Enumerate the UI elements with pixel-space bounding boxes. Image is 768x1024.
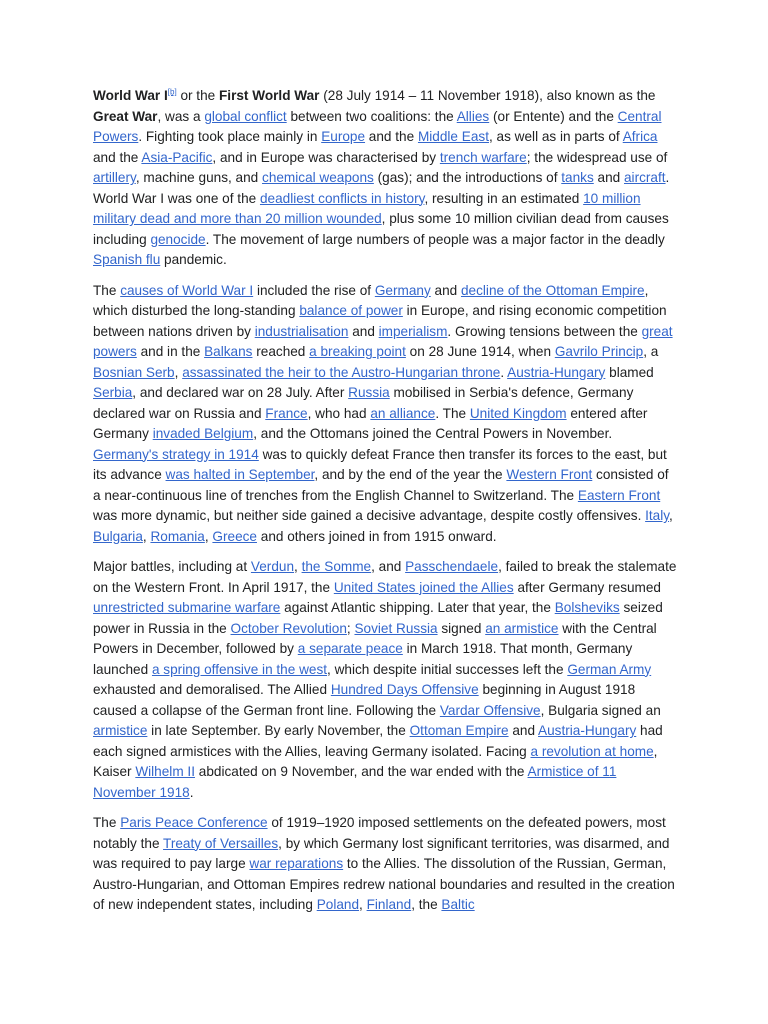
body-text: The [93, 815, 121, 830]
body-text: and the [93, 149, 142, 165]
article-link[interactable]: Germany's strategy in 1914 [93, 446, 259, 462]
article-link[interactable]: a revolution at home [530, 743, 654, 759]
article-link[interactable]: decline of the Ottoman Empire [460, 282, 645, 298]
article-link[interactable]: Ottoman Empire [409, 723, 509, 738]
body-text: signed [437, 620, 486, 636]
body-text: . World War I was one of the [93, 170, 670, 206]
article-link[interactable]: Gavrilo Princip [554, 344, 644, 359]
body-text: , [294, 559, 302, 574]
article-link[interactable]: imperialism [378, 323, 448, 339]
article-link[interactable]: Balkans [204, 344, 253, 359]
body-text: (gas); and the introductions of [373, 170, 562, 185]
body-text: was to quickly defeat France then transfer its forces to the east, but its advance [93, 446, 667, 482]
body-text: . The movement of large numbers of people was a major factor in the deadly [205, 231, 665, 247]
body-text: , [359, 897, 367, 912]
article-link[interactable]: Western Front [506, 467, 593, 482]
footnote-ref [168, 87, 177, 96]
article-link[interactable]: aircraft [624, 170, 666, 185]
body-text: , which disturbed the long-standing [93, 282, 649, 318]
body-text: was more dynamic, but neither side gained a decisive advantage, despite costly offensives. [93, 508, 646, 523]
article-link[interactable]: causes of World War I [120, 282, 254, 298]
body-text: . Growing tensions between the [447, 323, 642, 339]
body-text: , resulting in an estimated [424, 190, 584, 206]
body-text: (or Entente) and the [489, 108, 618, 124]
body-text: , which despite initial successes left the [327, 661, 568, 677]
body-text: mobilised in Serbia's defence, Germany declared war on Russia and [93, 385, 634, 421]
article-link[interactable]: Serbia [93, 385, 133, 400]
article-link[interactable]: armistice [93, 723, 148, 738]
article-link[interactable]: Middle East [417, 129, 489, 144]
article-link[interactable]: Asia-Pacific [141, 149, 213, 165]
article-link[interactable]: genocide [150, 231, 206, 247]
article-link[interactable]: Poland [316, 897, 360, 912]
article-link[interactable]: balance of power [299, 303, 403, 318]
article-link[interactable]: Finland [366, 897, 412, 912]
article-link[interactable]: global conflict [204, 108, 287, 124]
body-text: had each signed armistices with the Allies, leaving Germany isolated. Facing [93, 723, 663, 759]
body-text: , [142, 528, 151, 544]
body-text: ; the widespread use of [526, 149, 668, 165]
body-text: between two coalitions: the [286, 108, 457, 124]
body-text: . The [435, 405, 470, 421]
body-text: , plus some 10 million civilian dead from causes including [93, 211, 669, 247]
body-text: , [669, 508, 673, 523]
body-text: , [174, 364, 183, 380]
article-link[interactable]: Austria-Hungary [507, 364, 606, 380]
article-link[interactable]: a separate peace [297, 641, 403, 656]
article-link[interactable]: Italy [645, 508, 670, 523]
body-text: , who had [307, 405, 371, 421]
article-link[interactable]: Paris Peace Conference [120, 815, 268, 830]
article-link[interactable]: Bulgaria [93, 528, 143, 544]
body-text: beginning in August 1918 caused a collapse of the German front line. Following the [93, 682, 636, 718]
article-link[interactable]: trench warfare [439, 149, 527, 165]
article-link[interactable]: Europe [321, 129, 366, 144]
article-link[interactable]: Armistice of 11 November 1918 [93, 764, 617, 800]
article-link[interactable]: tanks [561, 170, 594, 185]
article-link[interactable]: assassinated the heir to the Austro-Hungarian throne [182, 364, 501, 380]
body-text: , and declared war on 28 July. After [132, 385, 349, 400]
body-text: in late September. By early November, the [147, 723, 410, 738]
body-text: , as well as in parts of [488, 129, 623, 144]
body-text: , and the Ottomans joined the Central Powers in November. [253, 426, 613, 441]
body-text: Major battles, including at [93, 559, 251, 574]
article-link[interactable]: Austria-Hungary [538, 723, 637, 738]
body-text: and [430, 282, 461, 298]
article-link[interactable]: deadliest conflicts in history [259, 190, 425, 206]
body-text: and [508, 723, 539, 738]
body-text: , failed to break the stalemate on the Western Front. In April 1917, the [93, 559, 677, 595]
body-text: (28 July 1914 – 11 November 1918), also known as the [319, 88, 656, 103]
body-text: , [204, 528, 213, 544]
article-link[interactable]: an armistice [485, 620, 559, 636]
body-text: . Fighting took place mainly in [138, 129, 322, 144]
article-paragraph [93, 813, 677, 916]
article-link[interactable]: a spring offensive in the west [151, 661, 328, 677]
body-text: and in the [136, 344, 205, 359]
article-link[interactable]: was halted in September [165, 467, 315, 482]
body-text: reached [252, 344, 310, 359]
article-link[interactable]: Bosnian Serb [93, 364, 175, 380]
body-text: , the [411, 897, 442, 912]
article-link[interactable]: Treaty of Versailles [163, 835, 279, 851]
body-text: and [593, 170, 624, 185]
body-text: consisted of a near-continuous line of trenches from the English Channel to Switzerland. The [93, 467, 669, 503]
body-text: of 1919–1920 imposed settlements on the defeated powers, most notably the [93, 815, 666, 851]
article-link[interactable]: Hundred Days Offensive [330, 682, 479, 697]
bold-term: First World War [219, 88, 320, 103]
article-link[interactable]: France [265, 405, 308, 421]
footnote-link[interactable]: [b] [167, 87, 177, 97]
body-text: included the rise of [253, 282, 375, 298]
article-link[interactable]: Central Powers [93, 108, 662, 144]
body-text: seized power in Russia in the [93, 600, 663, 636]
article-link[interactable]: Vardar Offensive [439, 702, 541, 718]
article-paragraph [93, 281, 677, 548]
article-link[interactable]: Germany [374, 282, 431, 298]
bold-term: World War I [93, 88, 168, 103]
body-text: . [189, 784, 194, 800]
body-text: in March 1918. That month, Germany launched [93, 641, 633, 677]
article-paragraph [93, 86, 677, 271]
article-paragraph [93, 557, 677, 803]
article-link[interactable]: Greece [212, 528, 257, 544]
body-text: , and in Europe was characterised by [212, 149, 440, 165]
article-link[interactable]: Baltic [441, 897, 475, 912]
article-link[interactable]: German Army [567, 661, 652, 677]
body-text: , Kaiser [93, 743, 658, 779]
article-link[interactable]: United Kingdom [469, 405, 567, 421]
body-text: with the Central Powers in December, followed by [93, 620, 657, 656]
article-link[interactable]: 10 million military dead and more than 20 million wounded [93, 190, 641, 226]
body-text: , by which Germany lost significant territories, was disarmed, and was required to pay large [93, 835, 670, 871]
body-text: , was a [157, 108, 205, 124]
article-link[interactable]: industrialisation [254, 323, 349, 339]
article-link[interactable]: Soviet Russia [354, 620, 438, 636]
article-link[interactable]: great powers [93, 323, 673, 359]
body-text: on 28 June 1914, when [405, 344, 555, 359]
article-link[interactable]: artillery [93, 170, 136, 185]
article-link[interactable]: an alliance [370, 405, 436, 421]
bold-term: Great War [93, 108, 158, 124]
body-text: The [93, 282, 121, 298]
body-text: to the Allies. The dissolution of the Russian, German, Austro-Hungarian, and Ottoman Empires redrew national boundaries and resulted in the creation of new independent states, including [93, 856, 675, 912]
body-text: abdicated on 9 November, and the war ended with the [194, 764, 528, 779]
body-text: blamed [605, 364, 654, 380]
body-text: , Bulgaria signed an [540, 702, 661, 718]
article-link[interactable]: Wilhelm II [135, 764, 195, 779]
article-body [93, 86, 677, 916]
article-link[interactable]: Africa [622, 129, 658, 144]
body-text: and others joined in from 1915 onward. [256, 528, 497, 544]
article-link[interactable]: Spanish flu [93, 252, 161, 267]
article-link[interactable]: Eastern Front [577, 487, 661, 503]
body-text: . [500, 364, 508, 380]
article-link[interactable]: Russia [348, 385, 390, 400]
body-text: or the [176, 88, 219, 103]
body-text: , a [643, 344, 659, 359]
body-text: entered after Germany [93, 405, 648, 441]
article-link[interactable]: Verdun [250, 559, 295, 574]
article-link[interactable]: October Revolution [230, 620, 347, 636]
body-text: in Europe, and rising economic competition between nations driven by [93, 303, 667, 339]
body-text: , and [371, 559, 406, 574]
article-link[interactable]: Bolsheviks [554, 600, 620, 615]
article-link[interactable]: invaded Belgium [152, 426, 254, 441]
article-link[interactable]: Romania [150, 528, 205, 544]
article-link[interactable]: a breaking point [309, 344, 406, 359]
body-text: exhausted and demoralised. The Allied [93, 682, 331, 697]
body-text: , and by the end of the year the [314, 467, 507, 482]
article-link[interactable]: unrestricted submarine warfare [93, 600, 281, 615]
article-link[interactable]: the Somme [301, 559, 372, 574]
body-text: pandemic. [160, 252, 227, 267]
body-text: after Germany resumed [513, 579, 661, 595]
body-text: ; [346, 620, 355, 636]
article-link[interactable]: Allies [456, 108, 490, 124]
article-link[interactable]: United States joined the Allies [333, 579, 514, 595]
body-text: , machine guns, and [135, 170, 263, 185]
body-text: and [348, 323, 379, 339]
body-text: against Atlantic shipping. Later that year, the [280, 600, 555, 615]
article-link[interactable]: war reparations [249, 856, 344, 871]
article-link[interactable]: Passchendaele [405, 559, 499, 574]
body-text: and the [365, 129, 418, 144]
article-link[interactable]: chemical weapons [262, 170, 374, 185]
